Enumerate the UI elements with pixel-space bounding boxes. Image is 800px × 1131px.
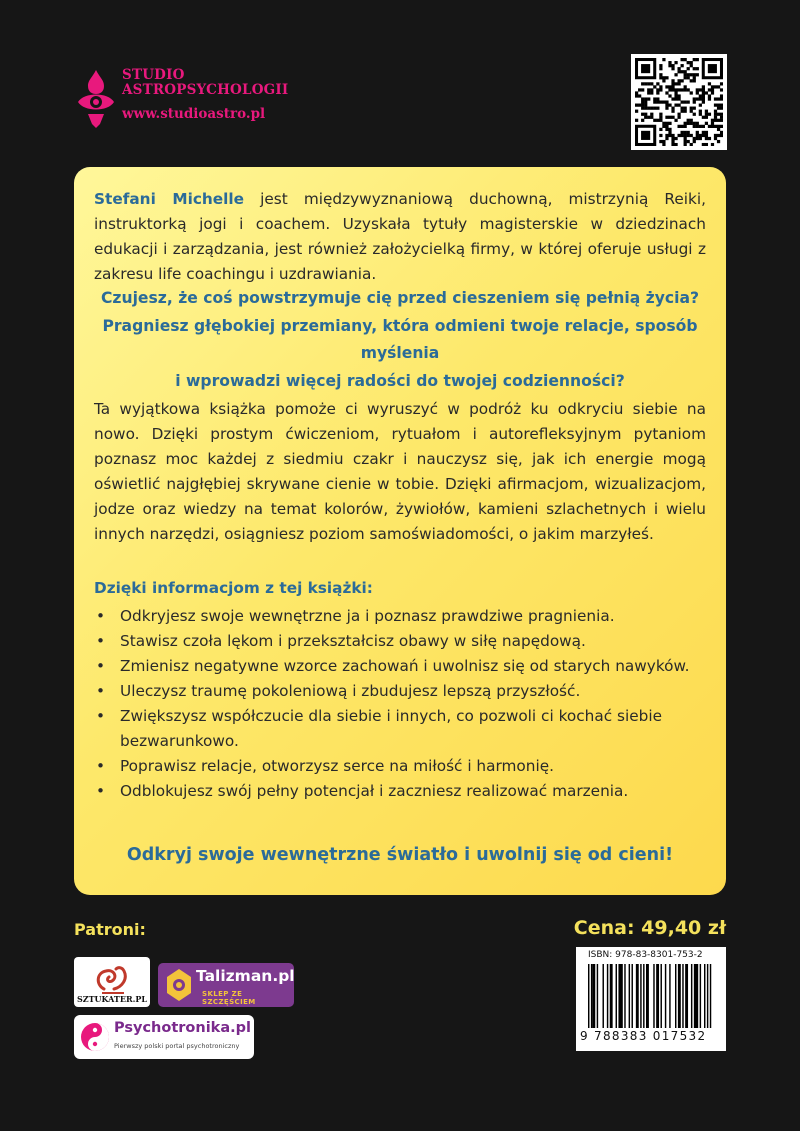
author-bio-text: jest międzywyznaniową duchowną, mistrzynią Reiki, instruktorką jogi i coachem. Uzyskała tytuły magisterskie w dziedzinach edukacji i zarządzania, jest również założycielką firmy, w której oferuje usługi z zakresu life coachingu i uzdrawiania. (94, 190, 706, 283)
publisher-url[interactable]: www.studioastro.pl (122, 106, 266, 122)
benefit-item: • Zwiększysz współczucie dla siebie i innych, co pozwoli ci kochać siebie bezwarunkowo. (94, 704, 706, 754)
hook-questions (86, 285, 714, 395)
question-line: Czujesz, że coś powstrzymuje cię przed cieszeniem się pełnią życia? (100, 289, 700, 307)
psychotronika-logo[interactable] (74, 1015, 254, 1059)
closing-tagline: Odkryj swoje wewnętrzne światło i uwolnij się od cieni! (126, 845, 674, 865)
benefits-list (94, 604, 706, 804)
talizman-logo[interactable] (158, 963, 294, 1007)
question-line: Pragniesz głębokiej przemiany, która odmieni twoje relacje, sposób myślenia (102, 316, 698, 362)
book-description: Ta wyjątkowa książka pomoże ci wyruszyć w podróż ku odkryciu siebie na nowo. Dzięki prostym ćwiczeniom, rytuałom i autorefleksyjnym pytaniom poznasz moc każdej z siedmiu czakr i nauczysz się, jak ich energie mogą oświetlić najgłębiej skrywane cienie w tobie. Dzięki afirmacjom, wizualizacjom, jodze oraz wiedzy na temat kolorów, żywiołów, kamieni szlachetnych i wielu innych narzędzi, osiągniesz poziom samoświadomości, o jakim marzyłeś. (94, 400, 706, 543)
author-name: Stefani Michelle (94, 190, 245, 208)
yin-yang-icon (80, 1022, 110, 1052)
sztukater-logo[interactable] (74, 957, 150, 1007)
talizman-name: Talizman.pl (196, 967, 295, 985)
qr-code-icon[interactable] (631, 54, 727, 150)
sztukater-text: SZTUKATER.PL (76, 994, 148, 1004)
benefit-item: • Uleczysz traumę pokoleniową i zbudujesz lepszą przyszłość. (94, 679, 706, 704)
publisher-name-line2: ASTROPSYCHOLOGII (122, 82, 289, 98)
benefit-item: • Stawisz czoła lękom i przekształcisz obawy w siłę napędową. (94, 629, 706, 654)
patrons-label: Patroni: (74, 920, 146, 939)
price-label: Cena: 49,40 zł (573, 917, 726, 939)
benefit-item: • Odblokujesz swój pełny potencjał i zaczniesz realizować marzenia. (94, 779, 706, 804)
benefits-title: Dzięki informacjom z tej książki: (94, 579, 373, 597)
benefit-item: • Zmienisz negatywne wzorce zachowań i uwolnisz się od starych nawyków. (94, 654, 706, 679)
isbn-text: ISBN: 978-83-8301-753-2 (588, 950, 703, 960)
lotus-eye-icon (74, 70, 118, 130)
sztukater-swirl-icon (74, 959, 150, 999)
talizman-emblem-icon (164, 968, 194, 1002)
question-line: i wprowadzi więcej radości do twojej codzienności? (175, 371, 625, 390)
description-panel (74, 167, 726, 895)
publisher-name-line1: STUDIO (122, 67, 185, 83)
psychotronika-tagline: Pierwszy polski portal psychotroniczny (114, 1042, 240, 1050)
benefit-item: • Poprawisz relacje, otworzysz serce na miłość i harmonię. (94, 754, 706, 779)
author-bio (94, 187, 706, 287)
barcode-digits: 9 788383 017532 (580, 1029, 707, 1043)
isbn-barcode (576, 947, 726, 1051)
benefit-item: • Odkryjesz swoje wewnętrzne ja i poznasz prawdziwe pragnienia. (94, 604, 706, 629)
barcode-icon (586, 964, 716, 1028)
publisher-name (122, 68, 288, 98)
psychotronika-name: Psychotronika.pl (114, 1020, 251, 1036)
talizman-tagline: SKLEP ZE SZCZĘŚCIEM (202, 990, 256, 1006)
